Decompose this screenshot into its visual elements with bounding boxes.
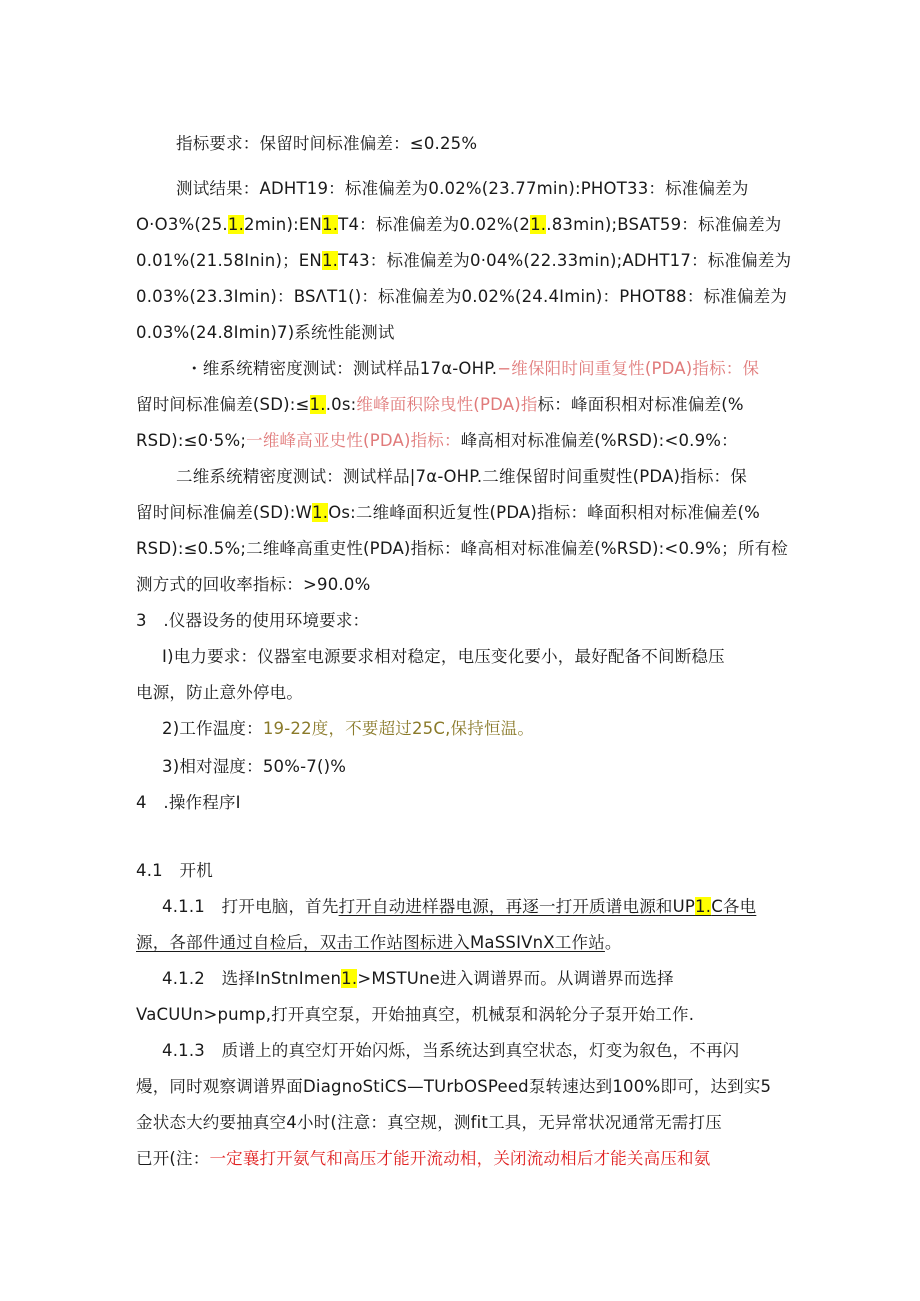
text-run: 留时间标准偏差(SD):W [136, 503, 313, 522]
line [136, 430, 738, 452]
text-run: >MSTUne进入调谱界而。从调谱界而选择 [357, 969, 674, 988]
text-run: 已开(注： [136, 1149, 210, 1168]
text-run: Os:二维峰面积近复性(PDA)指标：峰面积相对标准偏差(% [328, 503, 760, 522]
line [136, 610, 369, 632]
text-run: −维保阳时间重复性(PDA)指标：保 [497, 359, 760, 378]
line [136, 574, 370, 596]
line [136, 502, 760, 524]
line [136, 394, 744, 416]
line [162, 896, 756, 918]
text-run: 4.1.2 选择InStnImen [162, 969, 342, 988]
text-run: 金状态大约要抽真空4小时(注意：真空规，测fit工具，无异常状况通常无需打压 [136, 1113, 722, 1132]
text-run: 测试结果：ADHT19：标准偏差为0.02%(23.77min):PHOT33：标准偏差为 [176, 179, 749, 198]
highlighted-text: 1. [321, 251, 339, 270]
text-run: 0.03%(23.3Imin)：BSΛT1()：标准偏差为0.02%(24.4Imin)：PHOT88：标准偏差为 [136, 287, 788, 306]
text-run: VaCUUn>pump,打开真空泵，开始抽真空，机械泵和涡轮分子泵开始工作. [136, 1005, 695, 1024]
text-run: 指标要求：保留时间标准偏差：≤0.25% [176, 134, 478, 153]
highlighted-text: 1. [309, 395, 326, 414]
highlighted-text: 1. [530, 215, 547, 234]
text-run: 2)工作温度： [162, 719, 263, 738]
line [136, 1112, 722, 1134]
line [136, 932, 622, 954]
highlighted-text: 1. [322, 215, 339, 234]
text-run: 电源，防止意外停电。 [136, 683, 303, 702]
line [176, 178, 749, 200]
text-run: 维峰面积除曳性(PDA)指 [356, 395, 538, 414]
line [136, 538, 788, 560]
text-run: 2min):EN [244, 215, 323, 234]
text-run: .0s: [325, 395, 357, 414]
line [186, 358, 759, 380]
line [162, 646, 725, 668]
text-run: T43：标准偏差为0·04%(22.33min);ADHT17：标准偏差为 [338, 251, 792, 270]
line [136, 860, 213, 882]
text-run: 4 .操作程序I [136, 793, 241, 812]
text-run: 二维系统精密度测试：测试样品|7α-OHP.二维保留时间重熨性(PDA)指标：保 [176, 467, 747, 486]
text-run: 4.1 开机 [136, 861, 213, 880]
text-run: 留时间标准偏差(SD):≤ [136, 395, 310, 414]
text-run: 测方式的回收率指标：>90.0% [136, 575, 371, 594]
line [136, 322, 395, 344]
line [136, 1148, 710, 1170]
line [176, 466, 747, 488]
text-run: O·O3%(25. [136, 215, 228, 234]
text-run: I)电力要求：仪器室电源要求相对稳定，电压变化要小，最好配备不间断稳压 [162, 647, 725, 666]
text-run: 熳，同时观察调谱界面DiagnoStiCS—TUrbOSPeed泵转速达到100%即可，达到实5 [136, 1077, 772, 1096]
text-run: 标：峰面积相对标准偏差(% [537, 395, 744, 414]
text-run: 一维峰高亚史性(PDA)指标： [246, 431, 461, 450]
text-run: 3)相对湿度：50%-7()% [162, 757, 347, 776]
text-run: RSD):≤0·5%; [136, 431, 247, 450]
highlighted-text: 1. [227, 215, 245, 234]
text-run: 19-22度，不要超过25C,保持恒温。 [262, 719, 535, 738]
line [136, 792, 241, 814]
highlighted-text: 1. [695, 897, 712, 916]
line [162, 1040, 739, 1062]
line [136, 1076, 771, 1098]
line [162, 756, 346, 778]
text-run: 3 .仪器设务的使用环境要求： [136, 611, 370, 630]
highlighted-text: 1. [312, 503, 329, 522]
text-run: 4.1.1 打开电脑，首先 [162, 897, 339, 916]
text-run: 一定襄打开氨气和高压才能开流动相，关闭流动相后才能关高压和氨 [209, 1149, 711, 1168]
text-run: 。 [604, 933, 622, 952]
text-run: T4：标准偏差为0.02%(2 [338, 215, 531, 234]
text-run: 0.03%(24.8Imin)7)系统性能测试 [136, 323, 395, 342]
line [176, 133, 477, 155]
text-run: ・维系统精密度测试：测试样品17α-OHP. [186, 359, 498, 378]
text-run: 打开自动进样器电源，再逐一打开质谱电源和UP [338, 897, 696, 916]
line [136, 1004, 694, 1026]
line [136, 286, 787, 308]
text-run: C各电 [711, 897, 757, 916]
text-run: RSD):≤0.5%;二维峰高重吏性(PDA)指标：峰高相对标准偏差(%RSD):<0.9%；所有检 [136, 539, 788, 558]
text-run: 源，各部件通过自检后，双击工作站图标进入MaSSIVnX工作站 [136, 933, 605, 952]
line [136, 682, 303, 704]
highlighted-text: 1. [341, 969, 358, 988]
line [136, 250, 791, 272]
text-run: 峰高相对标准偏差(%RSD):<0.9%： [460, 431, 738, 450]
line [136, 214, 782, 236]
line [162, 718, 534, 740]
line [162, 968, 674, 990]
text-run: .83min);BSAT59：标准偏差为 [546, 215, 782, 234]
text-run: 4.1.3 质谱上的真空灯开始闪烁，当系统达到真空状态，灯变为叙色，不再闪 [162, 1041, 740, 1060]
text-run: 0.01%(21.58Inin)；EN [136, 251, 322, 270]
